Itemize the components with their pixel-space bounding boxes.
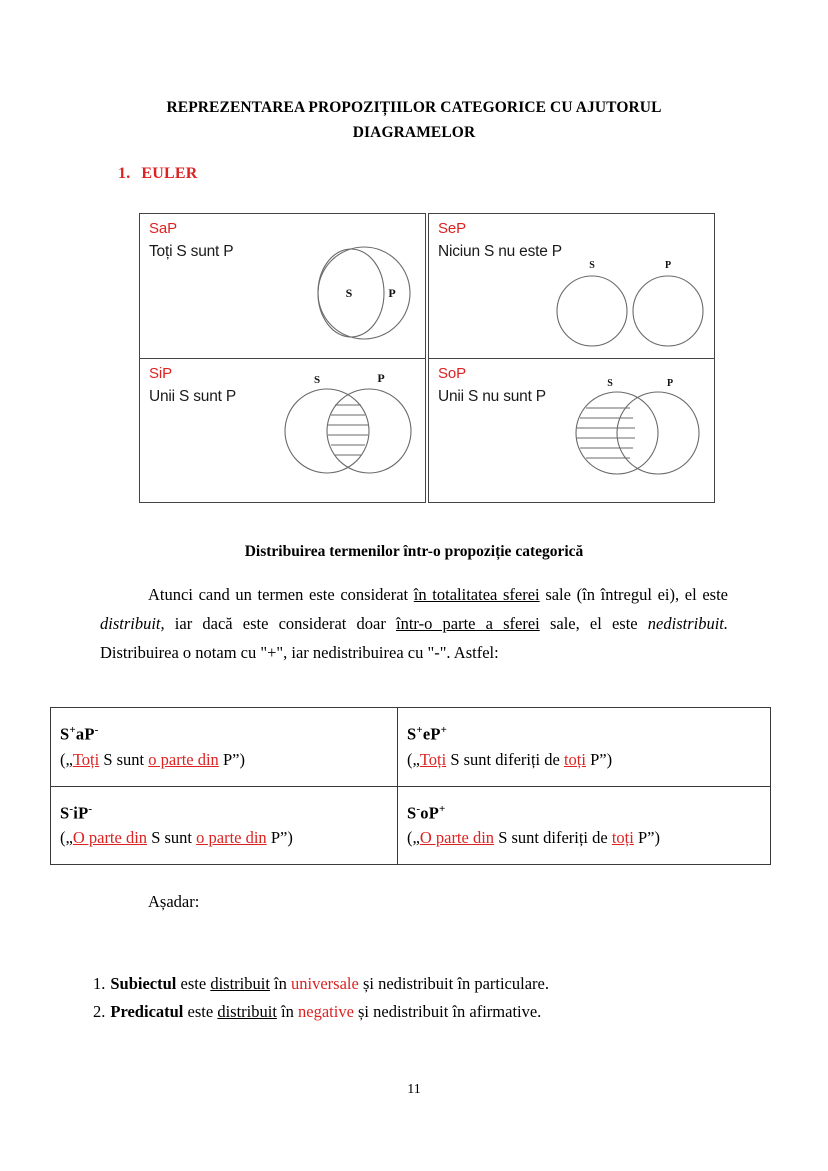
dist-code-mid: a xyxy=(75,724,85,744)
svg-text:P: P xyxy=(377,371,385,385)
euler-cell-sap xyxy=(140,214,425,359)
dist-code-p-sup: - xyxy=(88,802,93,815)
euler-cell-text: Niciun S nu este P xyxy=(438,243,562,260)
dist-highlight-2: toți xyxy=(611,828,634,847)
euler-figure-sap xyxy=(302,232,417,350)
dist-code xyxy=(60,797,397,826)
svg-text:P: P xyxy=(666,378,674,389)
conclusion-underline: distribuit xyxy=(217,1002,277,1021)
svg-text:S: S xyxy=(345,286,353,300)
svg-text:S: S xyxy=(589,260,595,271)
euler-figure-sop xyxy=(572,373,702,483)
definition-paragraph xyxy=(100,580,728,667)
conclusion-index: 2. xyxy=(93,1002,106,1021)
dist-highlight-1: O parte din xyxy=(419,828,495,847)
conclusion-red: negative xyxy=(298,1002,354,1021)
dist-open-quote: („ xyxy=(60,828,73,847)
dist-highlight-1: Toți xyxy=(72,749,100,769)
euler-figure-sip xyxy=(281,369,415,481)
euler-cell-code: SeP xyxy=(438,220,467,237)
dist-highlight-1: O parte din xyxy=(72,828,148,847)
dist-code-p: P xyxy=(84,724,95,744)
dist-highlight-2: o parte din xyxy=(196,828,267,847)
svg-text:S: S xyxy=(607,378,613,389)
para-italic-2: nedistribuit. xyxy=(647,614,728,633)
para-italic-1: distribuit, xyxy=(100,614,165,633)
dist-code-s-sup: + xyxy=(69,724,76,736)
svg-text:P: P xyxy=(388,286,396,300)
table-row xyxy=(51,786,771,865)
page-title-line-2: DIAGRAMELOR xyxy=(352,124,476,141)
dist-code-p: P xyxy=(430,724,441,744)
dist-code-s-sup: - xyxy=(69,802,74,815)
dist-plain-1: S sunt diferiți de xyxy=(446,749,564,769)
euler-cell-sip xyxy=(140,359,425,504)
euler-cell-code: SoP xyxy=(438,365,467,382)
euler-cell-code: SiP xyxy=(149,365,173,382)
para-seg-3: iar dacă este considerat doar xyxy=(164,614,397,633)
euler-diagram-table xyxy=(139,213,719,503)
svg-text:S: S xyxy=(313,374,321,386)
dist-code-s: S xyxy=(407,724,417,744)
distribution-table xyxy=(50,707,771,865)
euler-cell-sop xyxy=(429,359,714,504)
dist-code-p-sup: + xyxy=(439,802,446,815)
conclusion-bold: Predicatul xyxy=(110,1002,184,1021)
euler-cell-text: Unii S nu sunt P xyxy=(438,388,546,405)
dist-code-s: S xyxy=(407,803,417,822)
dist-plain-1: S sunt diferiți de xyxy=(494,828,612,847)
euler-cell-text: Toți S sunt P xyxy=(149,243,234,260)
dist-code-s-sup: + xyxy=(416,724,423,736)
dist-plain-1: S sunt xyxy=(147,828,197,847)
conclusion-mid-1: este xyxy=(183,1002,218,1021)
dist-highlight-2: o parte din xyxy=(148,749,219,769)
conclusion-tail: și nedistribuit în afirmative. xyxy=(353,1002,542,1021)
conclusion-mid-2: în xyxy=(276,1002,298,1021)
dist-cell-sop xyxy=(398,786,771,865)
list-item xyxy=(93,970,733,998)
para-seg-1: Atunci cand un termen este considerat xyxy=(148,585,414,604)
dist-code-mid: e xyxy=(422,724,431,744)
dist-code-s: S xyxy=(60,724,70,744)
euler-cell-sep xyxy=(429,214,714,359)
conclusion-red: universale xyxy=(291,974,359,993)
section-number: 1. xyxy=(118,165,131,182)
svg-text:P: P xyxy=(664,260,672,271)
para-underline-1: în totalitatea sferei xyxy=(413,585,540,604)
para-seg-5: Distribuirea o notam cu "+", iar nedistribuirea cu "-". Astfel: xyxy=(100,643,499,662)
dist-highlight-1: Toți xyxy=(419,749,447,769)
dist-phrase xyxy=(60,747,397,772)
dist-code-p-sup: + xyxy=(440,724,448,736)
euler-cell-code: SaP xyxy=(149,220,178,237)
dist-code-s-sup: - xyxy=(416,802,421,815)
page-title xyxy=(90,95,738,145)
para-seg-2: sale (în întregul ei), el este xyxy=(539,585,729,604)
dist-cell-sep xyxy=(398,708,771,787)
dist-cell-sap xyxy=(51,708,398,787)
para-underline-2: într-o parte a sferei xyxy=(396,614,540,633)
dist-open-quote: („ xyxy=(407,749,420,769)
dist-code xyxy=(407,718,770,747)
dist-code-p-sup: - xyxy=(94,724,99,736)
dist-plain-2: P”) xyxy=(585,749,613,769)
section-heading-euler xyxy=(118,165,198,183)
page-number: 11 xyxy=(407,1082,421,1097)
dist-plain-2: P”) xyxy=(218,749,245,769)
dist-plain-2: P”) xyxy=(633,828,660,847)
dist-code xyxy=(60,718,397,747)
dist-open-quote: („ xyxy=(60,749,73,769)
para-seg-4: sale, el este xyxy=(539,614,648,633)
conclusion-mid-1: este xyxy=(176,974,211,993)
dist-plain-2: P”) xyxy=(266,828,293,847)
dist-phrase xyxy=(60,825,397,850)
conclusion-list xyxy=(93,970,733,1026)
asadar-label: Așadar: xyxy=(148,892,200,911)
conclusion-bold: Subiectul xyxy=(110,974,177,993)
dist-phrase xyxy=(407,825,770,850)
dist-code-mid: o xyxy=(420,803,429,822)
conclusion-index: 1. xyxy=(93,974,106,993)
euler-column-right xyxy=(428,213,715,503)
section-label: EULER xyxy=(141,165,198,182)
conclusion-underline: distribuit xyxy=(210,974,270,993)
dist-open-quote: („ xyxy=(407,828,420,847)
conclusion-tail: și nedistribuit în particulare. xyxy=(358,974,549,993)
euler-column-left xyxy=(139,213,426,503)
distribution-heading: Distribuirea termenilor într-o propoziție categorică xyxy=(244,543,584,560)
table-row xyxy=(51,708,771,787)
dist-code-p: P xyxy=(428,803,439,822)
dist-code-s: S xyxy=(60,803,70,822)
dist-highlight-2: toți xyxy=(563,749,586,769)
dist-plain-1: S sunt xyxy=(99,749,149,769)
list-item xyxy=(93,998,733,1026)
euler-cell-text: Unii S sunt P xyxy=(149,388,236,405)
dist-code xyxy=(407,797,770,826)
conclusion-mid-2: în xyxy=(269,974,291,993)
dist-cell-sip xyxy=(51,786,398,865)
euler-figure-sep xyxy=(551,254,706,354)
page-title-line-1: REPREZENTAREA PROPOZIȚIILOR CATEGORICE CU AJUTORUL xyxy=(166,99,662,116)
dist-code-p: P xyxy=(78,803,89,822)
dist-code-mid: i xyxy=(73,803,79,822)
dist-phrase xyxy=(407,747,770,772)
